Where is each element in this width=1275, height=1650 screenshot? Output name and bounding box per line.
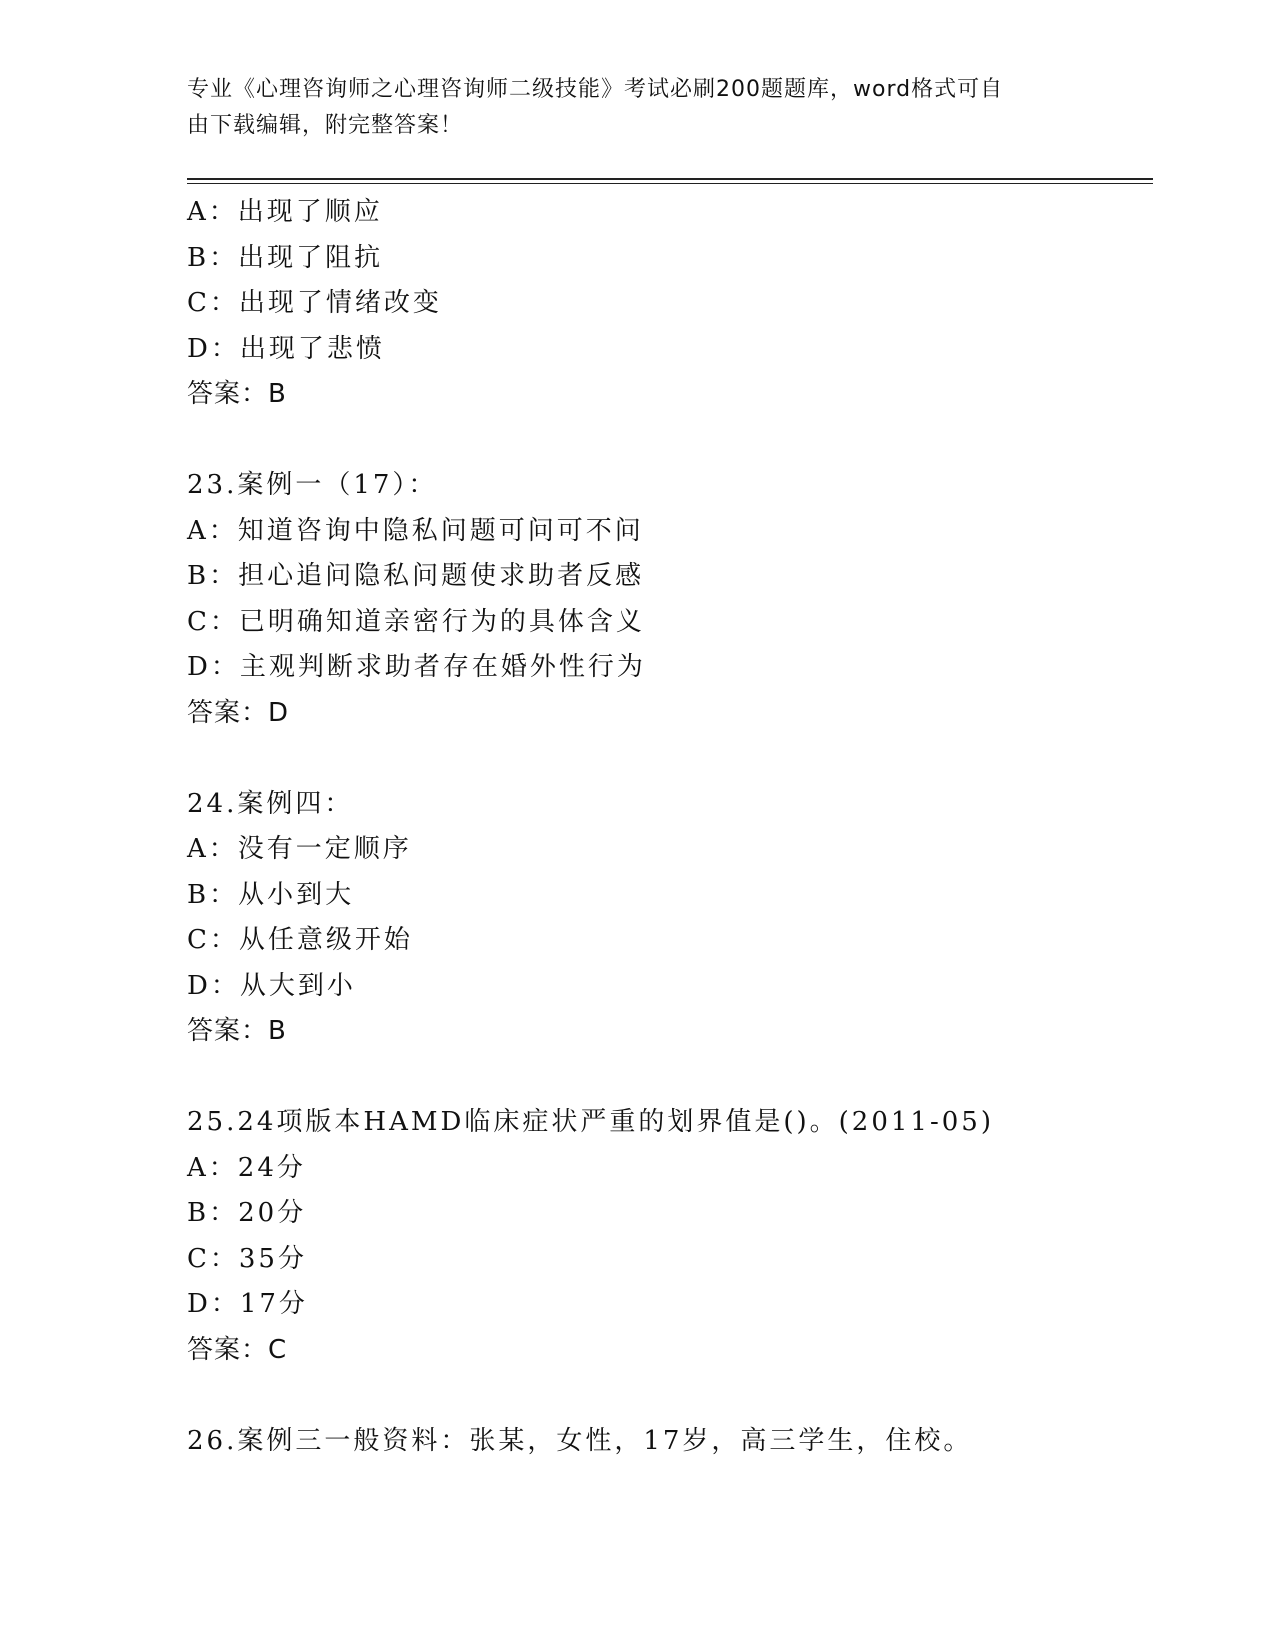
question-title: 24.案例四： [187,788,354,819]
answer: 答案：C [187,1334,288,1365]
option-d: D：17分 [187,1289,308,1319]
option-d: D：主观判断求助者存在婚外性行为 [187,652,646,682]
option-c: C：35分 [187,1243,307,1274]
header-line-1: 专业《心理咨询师之心理咨询师二级技能》考试必刷200题题库，word格式可自 [187,77,1004,102]
option-b: B：担心追问隐私问题使求助者反感 [187,561,645,591]
option-a: A：知道咨询中隐私问题可问可不问 [187,515,644,546]
option-b: B：出现了阻抗 [187,242,384,273]
option-c: C：出现了情绪改变 [187,288,442,318]
spacer [187,736,1153,782]
question-24 [187,782,1153,1055]
option-d: D：从大到小 [187,970,356,1001]
answer: 答案：B [187,1016,287,1046]
answer: 答案：B [187,379,287,409]
question-23 [187,463,1153,736]
spacer [187,1055,1153,1101]
spacer [187,1373,1153,1419]
option-a: A：没有一定顺序 [187,834,412,864]
question-title: 25.24项版本HAMD临床症状严重的划界值是()。(2011-05) [187,1107,994,1137]
question-title: 26.案例三一般资料：张某，女性，17岁，高三学生，住校。 [187,1425,973,1456]
document-header [187,72,1067,144]
option-d: D：出现了悲愤 [187,333,385,364]
question-list [187,190,1153,1464]
question-25 [187,1100,1153,1373]
header-divider-thick [187,178,1153,180]
spacer [187,418,1153,464]
option-b: B：20分 [187,1198,307,1228]
header-line-2: 由下载编辑，附完整答案！ [187,113,464,138]
header-divider-thin [187,183,1153,184]
option-c: C：从任意级开始 [187,925,413,955]
answer: 答案：D [187,697,290,728]
question-22 [187,190,1153,418]
option-b: B：从小到大 [187,879,355,910]
option-a: A：出现了顺应 [187,197,383,227]
option-c: C：已明确知道亲密行为的具体含义 [187,606,645,637]
option-a: A：24分 [187,1152,306,1183]
question-26 [187,1419,1153,1465]
question-title: 23.案例一（17）： [187,470,438,500]
